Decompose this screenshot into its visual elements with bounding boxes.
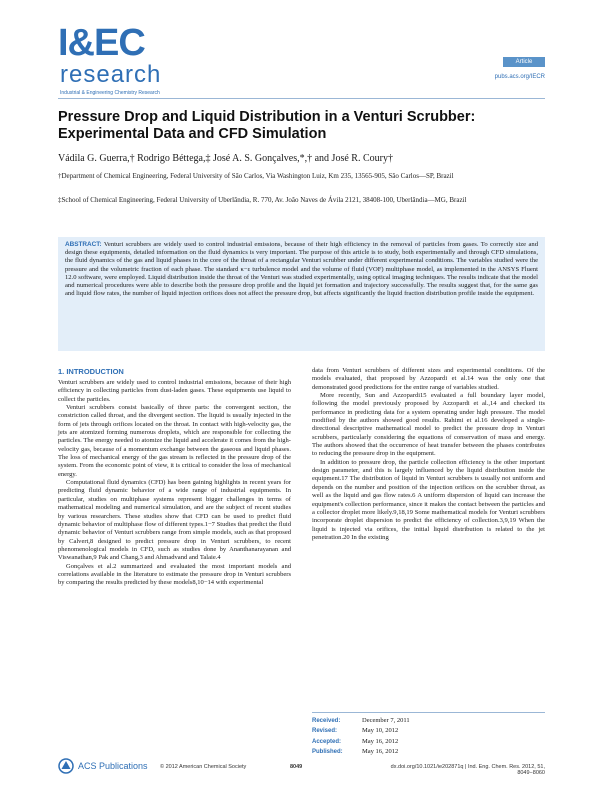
journal-logo: I&EC (58, 22, 145, 64)
publication-dates (312, 712, 545, 758)
date-row: Received: December 7, 2011 (312, 717, 410, 724)
header-divider (58, 98, 545, 99)
affiliation-2: ‡School of Chemical Engineering, Federal University of Uberlândia, R. 770, Av. João Naves de Ávila 2121, 38408-100, Uberlândia—MG, Brazil (58, 196, 467, 204)
paragraph: More recently, Sun and Azzopardi15 evaluated a full boundary layer model, following the model previously proposed by Azzopardi et al.,14 and checked its performance in predicting data for a system operating under high pressure. The model modified by the authors showed good results. Rahimi et al.16 developed a single-directional descriptive mathematical model to predict the pressure drop in Venturi scrubbers, particularly considering the equations of conservation of mass and energy. The authors showed that the occurrence of heat transfer between the phases contributes to reducing the pressure drop in the equipment. (312, 392, 545, 458)
date-row: Accepted: May 16, 2012 (312, 737, 399, 745)
section-heading: 1. INTRODUCTION (58, 367, 124, 376)
date-row: Published: May 16, 2012 (312, 748, 399, 756)
abstract-text: Venturi scrubbers are widely used to control industrial emissions, because of their high efficiency in the removal of particles from gases. To correctly size and design these equipments, detailed information on the fluid dynamics is very important. The purpose of this article is to study, both experimentally and through CFD simulations, the fluid dynamics of the gas and liquid phases in the core of the throat of a rectangular Venturi scrubber under different experimental conditions. The variables studied were the pressure and the volumetric fraction of each phase. The standard κ−ε turbulence model and the volume of fluid (VOF) multiphase model, as implemented in the ANSYS Fluent 12.0 software, were employed. Liquid distribution inside the throat of the Venturi was studied experimentally, using optical imaging techniques. The results indicate that the model and numerical procedures were able to describe both the pressure drop profile and the liquid jet formation and trajectory successfully. The results suggest that, for the same gas and liquid flow rates, the number of liquid injection orifices does not affect the pressure drop, but affects significantly the liquid fraction distribution profile inside the equipment. (65, 241, 539, 298)
right-column (312, 367, 545, 542)
copyright: © 2012 American Chemical Society (160, 764, 247, 770)
paragraph: In addition to pressure drop, the particle collection efficiency is the other important design parameter, and this is largely influenced by the liquid distribution inside the equipment.17 The distribution of liquid in Venturi scrubbers is usually not uniform and depends on the number and position of the injection orifices on the scrubber throat, as well as the liquid and gas flow rates.6 A uniform dispersion of liquid can increase the equipment's collection performance, since it makes the contact between the particles and a collector droplet more likely.9,18,19 Some mathematical models for Venturi scrubbers incorporate droplet dispersion to predict the efficiency of collection.3,9,19 When the liquid is injected via orifices, the initial liquid distribution is related to the jet penetration.20 In the existing (312, 458, 545, 541)
author-list: Vádila G. Guerra,† Rodrigo Béttega,‡ José A. S. Gonçalves,*,† and José R. Coury† (58, 153, 393, 164)
doi-citation[interactable]: dx.doi.org/10.1021/ie202871q | Ind. Eng. Chem. Res. 2012, 51, 8049−8060 (390, 764, 545, 776)
acs-logo-icon (58, 758, 74, 774)
paragraph: Venturi scrubbers are widely used to control industrial emissions, because of their high efficiency in collecting particles from dust-laden gases. These equipments use liquid to collect the particles. (58, 379, 291, 403)
journal-site-link[interactable]: pubs.acs.org/IECR (494, 74, 545, 80)
page-number: 8049 (290, 764, 303, 770)
abstract-box (58, 237, 545, 351)
date-row: Revised: May 10, 2012 (312, 727, 399, 735)
journal-logo-sub: research (60, 61, 162, 88)
paragraph: Gonçalves et al.2 summarized and evaluated the most important models and correlations available in the literature to estimate the pressure drop in Venturi scrubbers by comparing the results predicted by these models8,10−14 with experimental (58, 562, 291, 587)
affiliation-1: †Department of Chemical Engineering, Federal University of São Carlos, Via Washington Luiz, Km 235, 13565-905, São Carlos—SP, Brazil (58, 172, 454, 180)
paragraph: data from Venturi scrubbers of different sizes and experimental conditions. Of the models evaluated, that proposed by Azzopardi et al.14 was the only one that demonstrated good predictions for the entire range of variables studied. (312, 367, 545, 391)
article-badge: Article (503, 57, 545, 67)
paragraph: Venturi scrubbers consist basically of three parts: the convergent section, the constriction called throat, and the divergent section. The liquid is usually injected in the form of jets through orifices located on the throat. In contact with high-velocity gas, the jets are atomized forming numerous droplets, which are responsible for collecting the particles. The energy needed to atomize the liquid and accelerate it comes from the high-velocity gas, because of a momentum exchange between the gaseous and liquid phases. The loss of mechanical energy of the gas stream is reflected in the pressure drop of the system. From the economic point of view, it is critical to consider the loss of mechanical energy. (58, 404, 291, 478)
publisher-name: ACS Publications (78, 761, 148, 771)
paper-title: Pressure Drop and Liquid Distribution in a Venturi Scrubber: Experimental Data and CFD Simulation (58, 109, 476, 142)
left-column (58, 379, 291, 588)
journal-full-name: Industrial & Engineering Chemistry Research (60, 90, 160, 96)
paragraph: Computational fluid dynamics (CFD) has been gaining highlights in recent years for predicting fluid dynamic behavior of a wide range of industrial equipments. In particular, studies on multiphase systems represent bigger challenges in terms of mathematical modeling and numerical simulation, and are the subject of recent studies by various researchers. These studies show that CFD can be used to predict fluid dynamic behavior of multiphase flow of different types.1−7 Studies that predict the fluid dynamic behavior of Venturi scrubbers range from simple models, such as that proposed by Calvert,8 designed to predict pressure drop in Venturi scrubbers, to recent phenomenological models in CFD, such as studies done by Ananthanarayanan and Viswanathan,9 Pak and Chang,3 and Ahmadvand and Talaie.4 (58, 479, 291, 562)
abstract-label: ABSTRACT: (65, 241, 102, 248)
